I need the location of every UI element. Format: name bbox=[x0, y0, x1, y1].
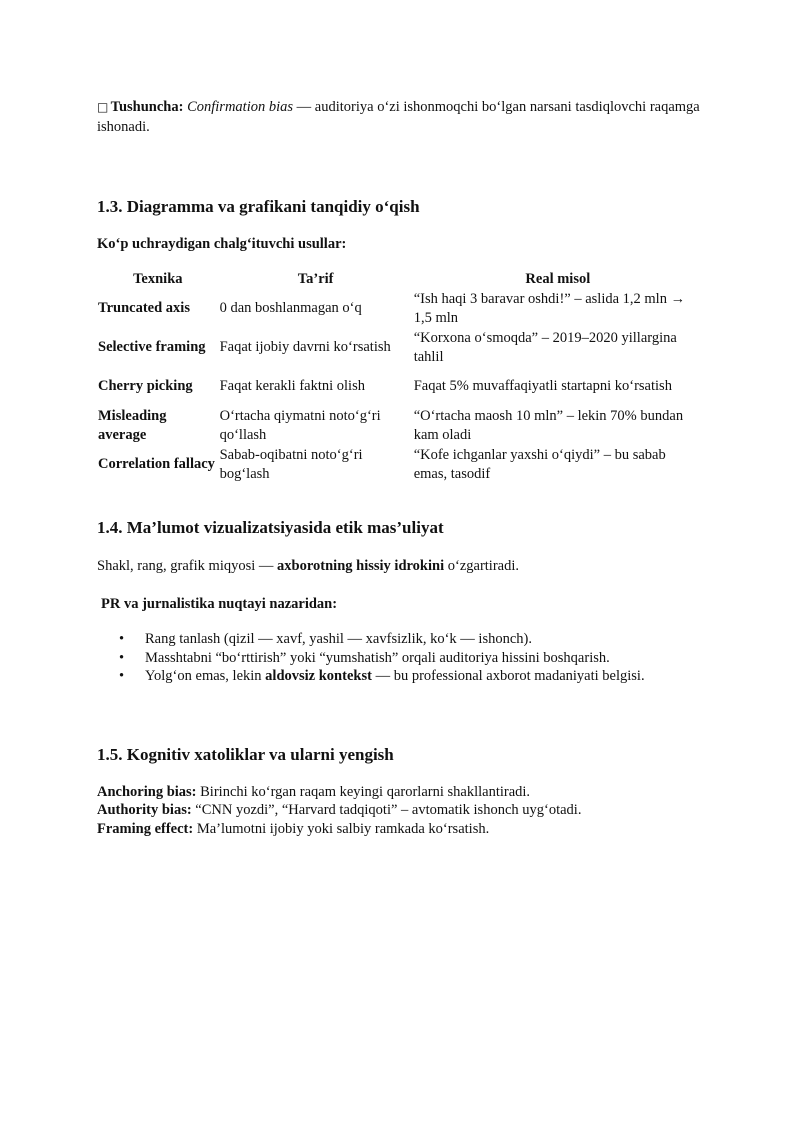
example-cell: Faqat 5% muvaffaqiyatli startapni ko‘rsatish bbox=[413, 378, 672, 395]
example-cell: “O‘rtacha maosh 10 mln” – lekin 70% bundan kam oladi bbox=[413, 408, 684, 443]
table-row bbox=[97, 328, 703, 367]
table-row bbox=[97, 445, 703, 484]
bullet-bold: aldovsiz kontekst bbox=[265, 668, 372, 684]
concept-text: — auditoriya o‘zi ishonmoqchi bo‘lgan narsani tasdiqlovchi raqamga ishonadi. bbox=[97, 99, 700, 135]
bias-label: Authority bias: bbox=[97, 802, 192, 818]
bullet-text: Masshtabni “bo‘rttirish” yoki “yumshatish” orqali auditoriya hissini boshqarish. bbox=[145, 649, 610, 666]
example-cell: “Kofe ichganlar yaxshi o‘qiydi” – bu sabab emas, tasodif bbox=[413, 447, 666, 482]
concept-note bbox=[97, 97, 707, 137]
techniques-table bbox=[97, 269, 703, 484]
technique-cell: Truncated axis bbox=[98, 300, 190, 317]
list-item bbox=[145, 667, 707, 686]
bias-item bbox=[97, 801, 707, 820]
technique-cell: Correlation fallacy bbox=[98, 456, 215, 473]
bias-text: Ma’lumotni ijobiy yoki salbiy ramkada ko‘rsatish. bbox=[193, 820, 490, 837]
ethics-emphasis: axborotning hissiy idrokini bbox=[277, 558, 445, 574]
concept-term: Confirmation bias bbox=[187, 99, 294, 115]
definition-cell: Faqat kerakli faktni olish bbox=[219, 378, 365, 395]
document-page bbox=[97, 97, 707, 838]
definition-cell: Faqat ijobiy davrni ko‘rsatish bbox=[219, 339, 391, 356]
bias-text: “CNN yozdi”, “Harvard tadqiqoti” – avtomatik ishonch uyg‘otadi. bbox=[191, 802, 582, 818]
bias-label: Anchoring bias: bbox=[97, 783, 197, 800]
list-item bbox=[145, 649, 707, 668]
section-heading-1-3: 1.3. Diagramma va grafikani tanqidiy o‘qish bbox=[97, 197, 420, 216]
pr-subheading: PR va jurnalistika nuqtayi nazaridan: bbox=[101, 596, 338, 612]
bias-label: Framing effect: bbox=[97, 820, 194, 837]
section-heading-1-5: 1.5. Kognitiv xatoliklar va ularni yengish bbox=[97, 744, 394, 764]
concept-label: Tushuncha: bbox=[110, 99, 184, 115]
table-row bbox=[97, 406, 703, 445]
header-definition: Ta’rif bbox=[297, 271, 334, 287]
example-cell: “Ish haqi 3 baravar oshdi!” – aslida 1,2 mln → 1,5 mln bbox=[413, 291, 686, 326]
placeholder-box-icon: □ bbox=[97, 100, 109, 114]
table-header-row bbox=[97, 269, 703, 289]
header-technique: Texnika bbox=[133, 271, 183, 287]
bias-item bbox=[97, 783, 707, 802]
bias-text: Birinchi ko‘rgan raqam keyingi qarorlarni shakllantiradi. bbox=[196, 783, 531, 800]
technique-cell: Selective framing bbox=[98, 339, 206, 356]
technique-cell: Misleading average bbox=[98, 408, 167, 443]
pr-bullet-list bbox=[97, 630, 707, 686]
table-row bbox=[97, 367, 703, 406]
list-item bbox=[145, 630, 707, 649]
bias-item bbox=[97, 820, 707, 839]
ethics-paragraph bbox=[97, 556, 707, 576]
header-example: Real misol bbox=[525, 271, 591, 287]
definition-cell: 0 dan boshlanmagan o‘q bbox=[219, 300, 362, 317]
technique-cell: Cherry picking bbox=[98, 378, 193, 395]
ethics-text-end: o‘zgartiradi. bbox=[444, 558, 520, 574]
definition-cell: Sabab-oqibatni noto‘g‘ri bog‘lash bbox=[219, 447, 363, 482]
bullet-text-end: — bu professional axborot madaniyati belgisi. bbox=[371, 668, 645, 684]
bias-list bbox=[97, 783, 707, 839]
bullet-text: Yolg‘on emas, lekin bbox=[145, 668, 266, 684]
ethics-text-start: Shakl, rang, grafik miqyosi — bbox=[97, 558, 278, 574]
definition-cell: O‘rtacha qiymatni noto‘g‘ri qo‘llash bbox=[219, 408, 381, 443]
table-row bbox=[97, 289, 703, 328]
bullet-text: Rang tanlash (qizil — xavf, yashil — xavfsizlik, ko‘k — ishonch). bbox=[145, 631, 532, 647]
section-heading-1-4: 1.4. Ma’lumot vizualizatsiyasida etik mas’uliyat bbox=[97, 518, 444, 537]
table-intro: Ko‘p uchraydigan chalg‘ituvchi usullar: bbox=[97, 236, 347, 252]
example-cell: “Korxona o‘smoqda” – 2019–2020 yillargina tahlil bbox=[413, 330, 677, 365]
